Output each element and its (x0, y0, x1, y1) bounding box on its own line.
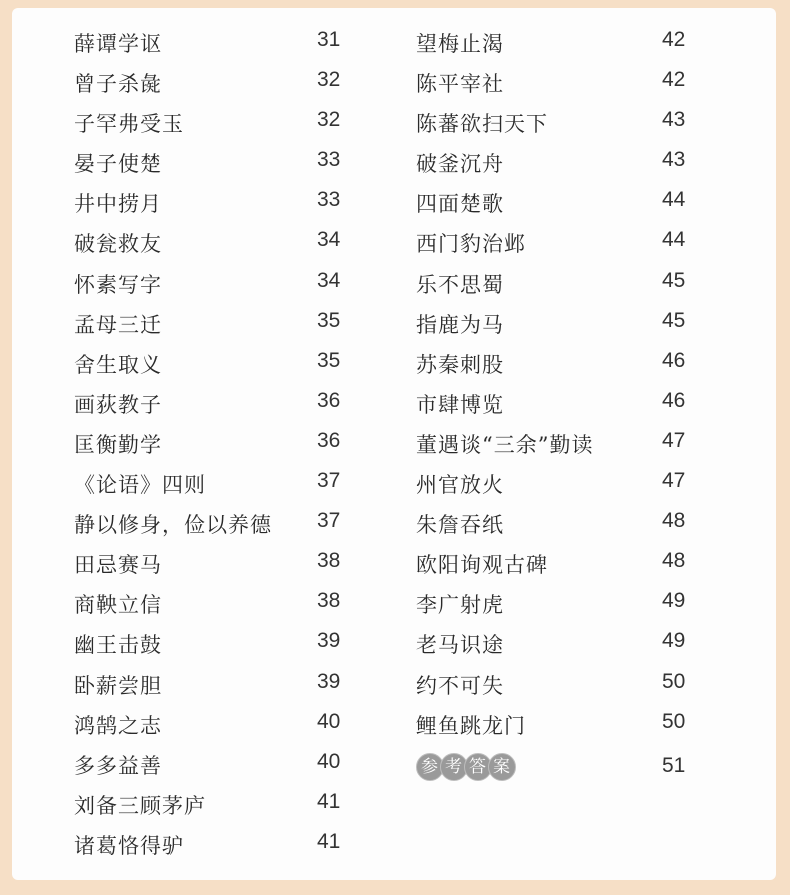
toc-entry[interactable] (416, 509, 746, 549)
entry-title: 董遇谈“三余”勤读 (416, 432, 594, 457)
toc-entry[interactable] (74, 188, 404, 228)
toc-entry[interactable] (74, 228, 404, 268)
toc-entry[interactable] (416, 670, 746, 710)
entry-title: 乐不思蜀 (416, 272, 504, 297)
answers-char: 案 (488, 753, 516, 781)
toc-entry[interactable] (416, 28, 746, 68)
entry-title: 多多益善 (74, 753, 162, 778)
toc-entry[interactable] (74, 269, 404, 309)
entry-title: 鸿鹄之志 (74, 713, 162, 738)
entry-page: 49 (662, 629, 686, 653)
toc-entry[interactable] (416, 228, 746, 268)
entry-page: 46 (662, 348, 686, 372)
toc-right-column (416, 28, 746, 790)
entry-page: 33 (317, 148, 341, 172)
toc-entry[interactable] (74, 589, 404, 629)
toc-entry[interactable] (416, 309, 746, 349)
toc-entry[interactable] (74, 108, 404, 148)
entry-page: 42 (662, 68, 686, 92)
entry-page: 42 (662, 28, 686, 51)
toc-entry[interactable] (74, 750, 404, 790)
entry-title: 朱詹吞纸 (416, 513, 504, 538)
toc-entry[interactable] (74, 389, 404, 429)
toc-entry[interactable] (74, 28, 404, 68)
entry-title: 怀素写字 (74, 272, 162, 297)
entry-title: 欧阳询观古碑 (416, 553, 548, 578)
toc-entry[interactable] (74, 148, 404, 188)
entry-title: 李广射虎 (416, 593, 504, 618)
entry-title: 陈平宰社 (416, 72, 504, 97)
entry-title: 破釜沉舟 (416, 152, 504, 177)
toc-entry[interactable] (74, 309, 404, 349)
answers-char: 考 (440, 753, 468, 781)
toc-left-column (74, 28, 404, 870)
toc-entry[interactable] (74, 629, 404, 669)
entry-page: 44 (662, 188, 686, 212)
toc-entry[interactable] (416, 549, 746, 589)
toc-entry[interactable] (416, 269, 746, 309)
toc-entry[interactable] (416, 469, 746, 509)
toc-entry[interactable] (416, 389, 746, 429)
entry-title: 画荻教子 (74, 392, 162, 417)
toc-page (12, 8, 776, 880)
entry-title: 陈蕃欲扫天下 (416, 112, 548, 137)
entry-title: 井中捞月 (74, 192, 162, 217)
entry-page: 35 (317, 308, 341, 332)
entry-page: 37 (317, 509, 341, 533)
entry-page: 44 (662, 228, 686, 252)
entry-title: 州官放火 (416, 473, 504, 498)
toc-entry[interactable] (416, 148, 746, 188)
entry-page: 50 (662, 709, 686, 733)
entry-page: 32 (317, 68, 341, 92)
entry-page: 47 (662, 428, 686, 452)
entry-title: 曾子杀彘 (74, 72, 162, 97)
entry-title: 田忌赛马 (74, 553, 162, 578)
entry-page: 47 (662, 469, 686, 493)
toc-entry[interactable] (416, 349, 746, 389)
entry-page: 36 (317, 388, 341, 412)
entry-page: 37 (317, 469, 341, 493)
entry-title: 四面楚歌 (416, 192, 504, 217)
entry-title: 幽王击鼓 (74, 633, 162, 658)
entry-title: 薛谭学讴 (74, 32, 162, 56)
entry-page: 48 (662, 549, 686, 573)
toc-entry[interactable] (416, 68, 746, 108)
entry-page: 50 (662, 669, 686, 693)
toc-entry[interactable] (416, 108, 746, 148)
entry-title: 舍生取义 (74, 352, 162, 377)
entry-title: 卧薪尝胆 (74, 673, 162, 698)
entry-page: 41 (317, 829, 341, 853)
entry-page: 45 (662, 268, 686, 292)
entry-page: 32 (317, 108, 341, 132)
entry-page: 35 (317, 348, 341, 372)
toc-entry[interactable] (74, 790, 404, 830)
entry-page: 38 (317, 549, 341, 573)
toc-entry[interactable] (416, 629, 746, 669)
entry-title: 破瓮救友 (74, 232, 162, 257)
toc-entry[interactable] (416, 589, 746, 629)
toc-entry[interactable] (74, 429, 404, 469)
entry-title: 孟母三迁 (74, 312, 162, 337)
entry-title: 晏子使楚 (74, 152, 162, 177)
entry-title: 指鹿为马 (416, 312, 504, 337)
entry-page: 46 (662, 388, 686, 412)
toc-entry[interactable] (74, 830, 404, 870)
answers-label (416, 752, 512, 782)
entry-page: 33 (317, 188, 341, 212)
entry-page: 34 (317, 228, 341, 252)
entry-title: 老马识途 (416, 633, 504, 658)
entry-page: 34 (317, 268, 341, 292)
entry-page: 38 (317, 589, 341, 613)
entry-page: 39 (317, 629, 341, 653)
entry-title: 静以修身，俭以养德 (74, 513, 272, 538)
entry-page: 48 (662, 509, 686, 533)
entry-page: 49 (662, 589, 686, 613)
entry-page: 51 (662, 753, 686, 777)
entry-title: 望梅止渴 (416, 32, 504, 56)
toc-entry[interactable] (74, 68, 404, 108)
entry-title: 刘备三顾茅庐 (74, 793, 206, 818)
answers-char: 参 (416, 753, 444, 781)
toc-entry[interactable] (416, 429, 746, 469)
answers-char: 答 (464, 753, 492, 781)
entry-page: 31 (317, 28, 341, 51)
toc-entry[interactable] (74, 349, 404, 389)
toc-entry[interactable] (74, 469, 404, 509)
entry-title: 商鞅立信 (74, 593, 162, 618)
entry-title: 《论语》四则 (74, 473, 206, 498)
entry-title: 匡衡勤学 (74, 432, 162, 457)
entry-title: 苏秦刺股 (416, 352, 504, 377)
entry-title: 约不可失 (416, 673, 504, 698)
entry-page: 36 (317, 428, 341, 452)
toc-entry[interactable] (74, 549, 404, 589)
entry-page: 41 (317, 789, 341, 813)
entry-page: 39 (317, 669, 341, 693)
entry-title: 鲤鱼跳龙门 (416, 713, 526, 738)
toc-entry[interactable] (74, 670, 404, 710)
entry-title: 子罕弗受玉 (74, 112, 184, 137)
entry-title: 市肆博览 (416, 392, 504, 417)
entry-page: 40 (317, 749, 341, 773)
toc-entry[interactable] (416, 710, 746, 750)
toc-entry[interactable] (416, 188, 746, 228)
toc-entry[interactable] (74, 710, 404, 750)
toc-entry-answers[interactable] (416, 750, 746, 790)
entry-page: 43 (662, 148, 686, 172)
entry-page: 45 (662, 308, 686, 332)
entry-page: 43 (662, 108, 686, 132)
entry-title: 西门豹治邺 (416, 232, 526, 257)
entry-page: 40 (317, 709, 341, 733)
toc-entry[interactable] (74, 509, 404, 549)
entry-title: 诸葛恪得驴 (74, 833, 184, 858)
